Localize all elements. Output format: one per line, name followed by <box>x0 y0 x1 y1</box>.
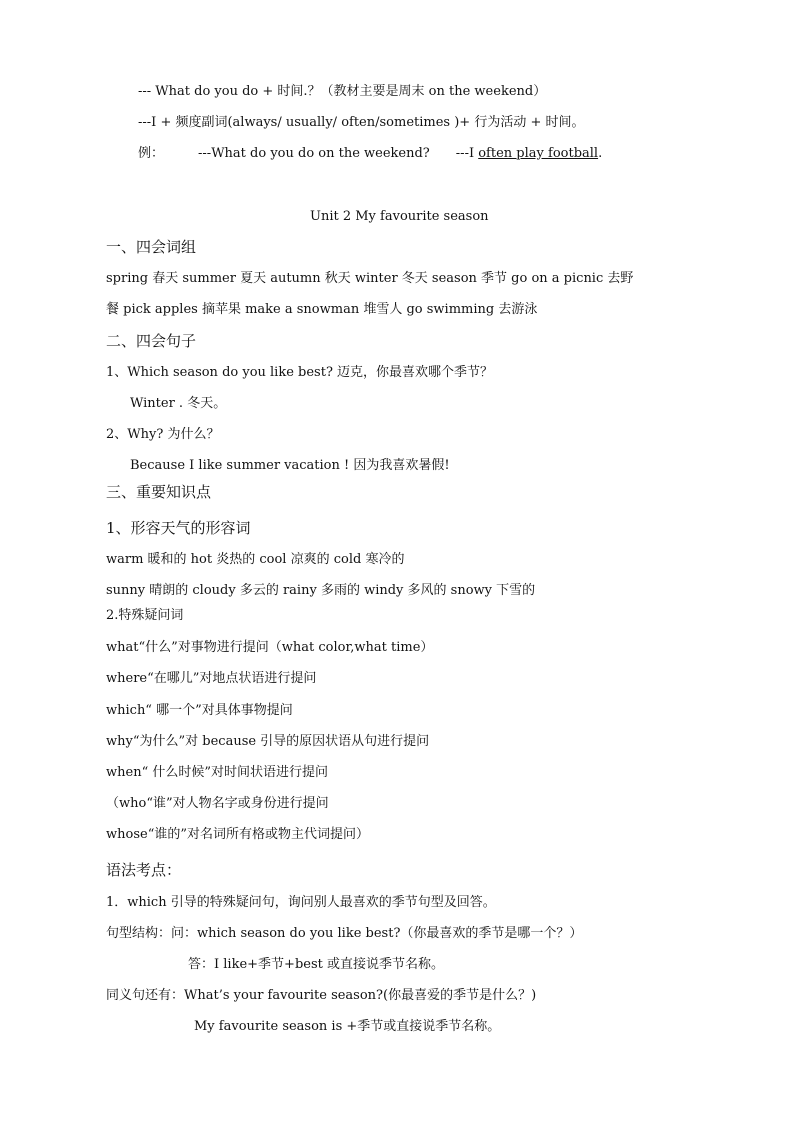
synonym-question: 同义句还有：What’s your favourite season?(你最喜爱的季节是什么？) <box>106 988 537 1003</box>
example-answer-prefix: ---I <box>455 146 479 161</box>
wh-item: （who“谁”对人物名字或身份进行提问 <box>106 796 329 811</box>
wh-item: whose“谁的”对名词所有格或物主代词提问） <box>106 827 369 842</box>
wh-item: which“ 哪一个”对具体事物提问 <box>106 703 293 718</box>
sentence-q1: 1、Which season do you like best? 迈克，你最喜欢哪个季节？ <box>106 365 494 380</box>
synonym-answer: My favourite season is +季节或直接说季节名称。 <box>194 1019 501 1034</box>
phrases-line-1: spring 春天 summer 夏天 autumn 秋天 winter 冬天 season 季节 go on a picnic 去野 <box>106 271 634 286</box>
wh-item: what“什么”对事物进行提问（what color,what time） <box>106 640 434 655</box>
sentence-a1: Winter . 冬天。 <box>130 396 227 411</box>
section-3-heading: 三、重要知识点 <box>106 483 212 501</box>
section-2-heading: 二、四会句子 <box>106 332 197 350</box>
example-question: ---What do you do on the weekend? <box>198 146 430 161</box>
grammar-point-1: 1．which 引导的特殊疑问句，询问别人最喜欢的季节句型及回答。 <box>106 895 496 910</box>
wh-item: why“为什么”对 because 引导的原因状语从句进行提问 <box>106 734 430 749</box>
sentence-a2: Because I like summer vacation ! 因为我喜欢暑假! <box>130 458 450 473</box>
wh-item: where“在哪儿”对地点状语进行提问 <box>106 671 317 686</box>
example-answer-underlined: often play football <box>478 146 599 161</box>
section-1-heading: 一、四会词组 <box>106 238 197 256</box>
example-answer-suffix: . <box>598 146 603 161</box>
wh-words-subheading: 2.特殊疑问词 <box>106 608 184 623</box>
intro-line-2: ---I + 频度副词(always/ usually/ often/sometimes )+ 行为活动 + 时间。 <box>138 115 585 130</box>
phrases-line-2: 餐 pick apples 摘苹果 make a snowman 堆雪人 go swimming 去游泳 <box>106 302 538 317</box>
adjectives-line-2: sunny 晴朗的 cloudy 多云的 rainy 多雨的 windy 多风的 snowy 下雪的 <box>106 583 536 598</box>
example-label: 例： <box>138 146 165 161</box>
sentence-q2: 2、Why? 为什么？ <box>106 427 220 442</box>
structure-answer: 答：I like+季节+best 或直接说季节名称。 <box>188 957 444 972</box>
adjectives-subheading: 1、形容天气的形容词 <box>106 519 251 537</box>
adjectives-line-1: warm 暖和的 hot 炎热的 cool 凉爽的 cold 寒冷的 <box>106 552 405 567</box>
wh-item: when“ 什么时候”对时间状语进行提问 <box>106 765 328 780</box>
grammar-heading: 语法考点： <box>106 861 182 879</box>
intro-line-1: --- What do you do + 时间.？（教材主要是周末 on the weekend） <box>138 84 547 99</box>
structure-question: 句型结构：问：which season do you like best?（你最喜欢的季节是哪一个？） <box>106 926 583 941</box>
unit-title: Unit 2 My favourite season <box>310 209 489 224</box>
intro-example <box>138 144 602 164</box>
